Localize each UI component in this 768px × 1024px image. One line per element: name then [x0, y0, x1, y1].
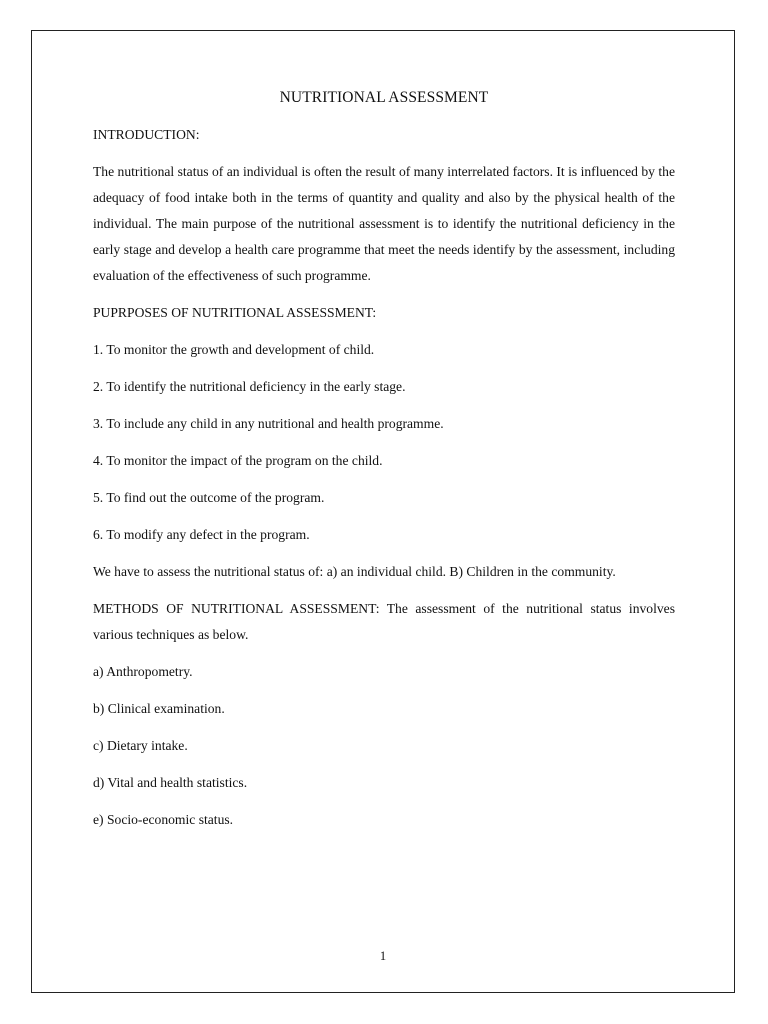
purpose-item-2: 2. To identify the nutritional deficiency in the early stage. — [93, 379, 406, 394]
method-item-d: d) Vital and health statistics. — [93, 775, 248, 790]
method-item-a: a) Anthropometry. — [93, 664, 193, 679]
purpose-item-5: 5. To find out the outcome of the program. — [93, 490, 325, 505]
page-content — [93, 88, 675, 844]
document-title: NUTRITIONAL ASSESSMENT — [279, 89, 489, 106]
document-page — [31, 30, 735, 993]
method-item-e: e) Socio-economic status. — [93, 812, 234, 827]
introduction-paragraph: The nutritional status of an individual is often the result of many interrelated factors. It is influenced by the adequacy of food intake both in the terms of quantity and quality and also by the physical health of the individual. The main purpose of the nutritional assessment is to identify the nutritional deficiency in the early stage and develop a health care programme that meet the needs identify by the assessment, including evaluation of the effectiveness of such programme. — [93, 164, 675, 283]
purpose-item-4: 4. To monitor the impact of the program on the child. — [93, 453, 383, 468]
methods-paragraph: METHODS OF NUTRITIONAL ASSESSMENT: The assessment of the nutritional status involves various techniques as below. — [93, 601, 675, 642]
page-number: 1 — [379, 949, 387, 963]
purpose-item-1: 1. To monitor the growth and development of child. — [93, 342, 375, 357]
introduction-heading: INTRODUCTION: — [93, 127, 200, 142]
purpose-item-6: 6. To modify any defect in the program. — [93, 527, 310, 542]
purpose-item-3: 3. To include any child in any nutritional and health programme. — [93, 416, 444, 431]
purposes-heading: PUPRPOSES OF NUTRITIONAL ASSESSMENT: — [93, 305, 377, 320]
method-item-c: c) Dietary intake. — [93, 738, 188, 753]
method-item-b: b) Clinical examination. — [93, 701, 225, 716]
assess-paragraph: We have to assess the nutritional status of: a) an individual child. B) Children in the community. — [93, 564, 616, 579]
